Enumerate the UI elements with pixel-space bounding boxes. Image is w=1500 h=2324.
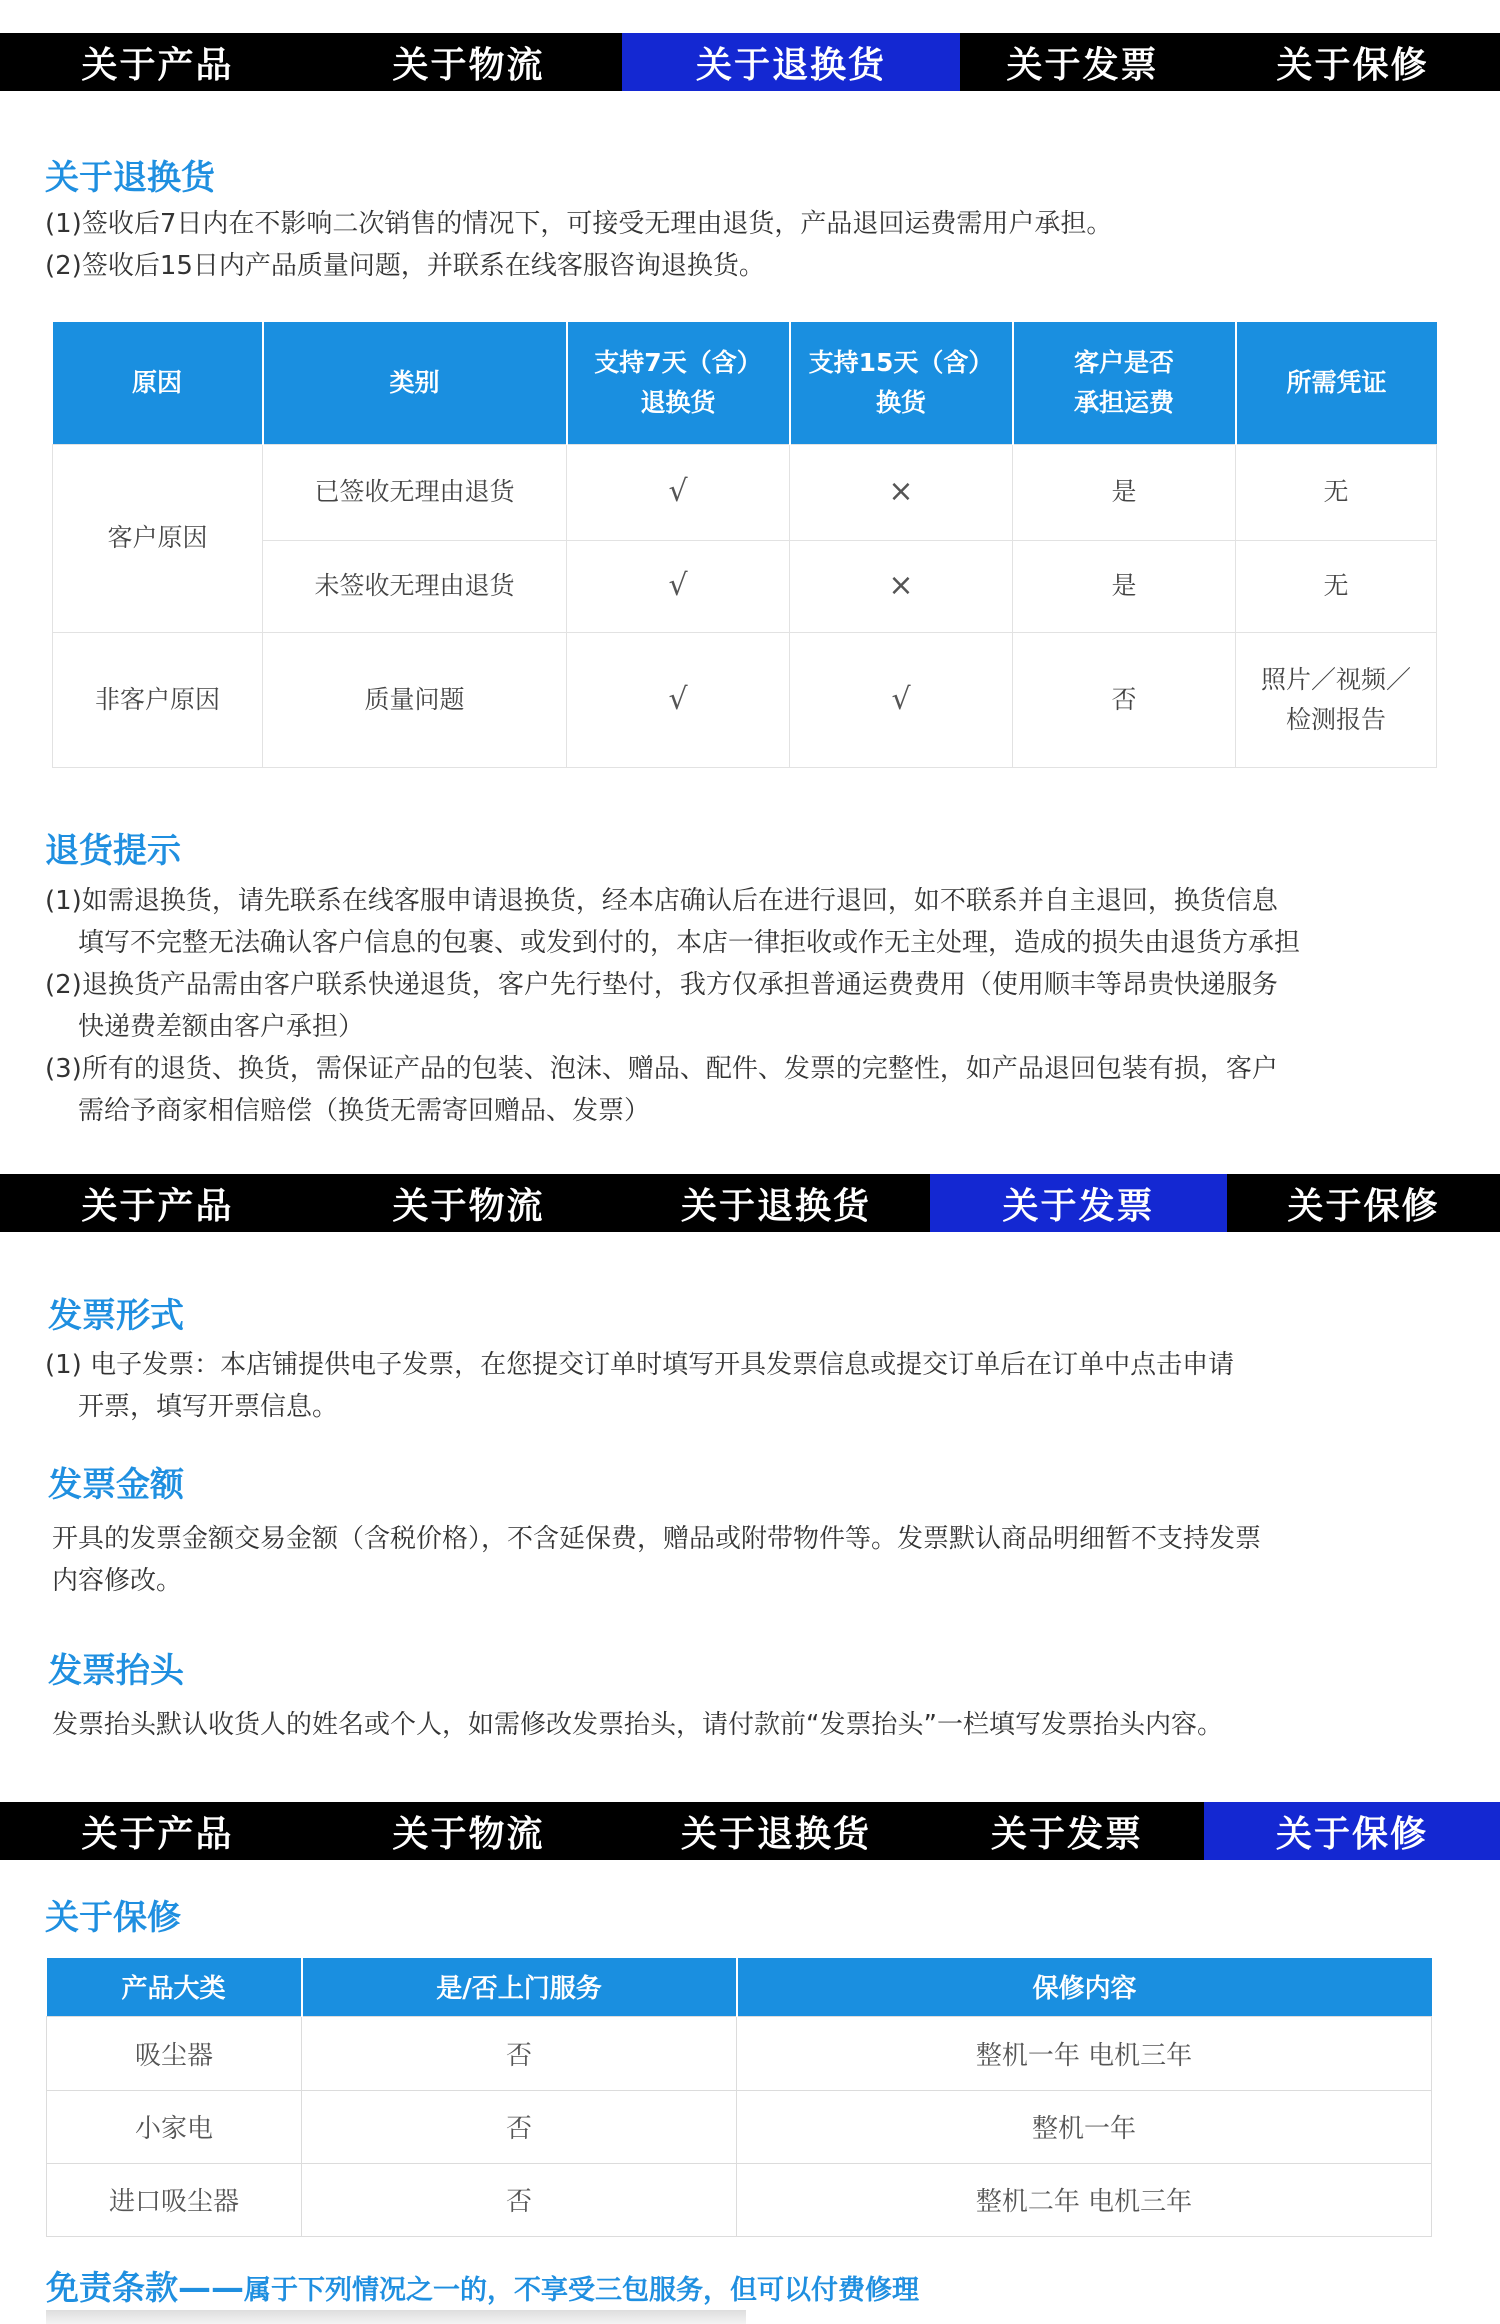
cell-warranty: 整机一年 电机三年: [737, 2016, 1432, 2090]
tab-invoice[interactable]: 关于发票: [930, 1174, 1227, 1232]
header-warranty-content: 保修内容: [737, 1958, 1432, 2016]
cell-15day: ×: [790, 540, 1013, 632]
warranty-table-header: [47, 1958, 1432, 2016]
tab-logistics[interactable]: 关于物流: [392, 44, 545, 86]
tab-product[interactable]: 关于产品: [81, 1185, 234, 1227]
tab-product[interactable]: 关于产品: [81, 44, 234, 86]
cell-category: 已签收无理由退货: [263, 444, 567, 540]
header-product-category: 产品大类: [47, 1958, 302, 2016]
cell-warranty: 整机二年 电机三年: [737, 2163, 1432, 2236]
invoice-amount-text: [52, 1518, 1261, 1602]
returns-title: 关于退换货: [45, 158, 215, 198]
cell-proof: 无: [1236, 444, 1437, 540]
group-non-customer-reason: 非客户原因: [53, 632, 263, 767]
cell-product: 小家电: [47, 2090, 302, 2163]
invoice-header-line: 发票抬头默认收货人的姓名或个人，如需修改发票抬头，请付款前“发票抬头”一栏填写发票抬头内容。: [52, 1710, 1223, 1740]
tab-warranty[interactable]: 关于保修: [1276, 44, 1429, 86]
header-category: 类别: [263, 322, 567, 444]
cell-onsite: 否: [302, 2016, 737, 2090]
cell-15day: √: [790, 632, 1013, 767]
cell-7day: √: [567, 540, 790, 632]
invoice-form-line: 开票，填写开票信息。: [78, 1392, 339, 1422]
tab-invoice[interactable]: 关于发票: [1006, 44, 1159, 86]
tip-line: (1)如需退换货，请先联系在线客服申请退换货，经本店确认后在进行退回，如不联系并自主退回，换货信息: [45, 886, 1278, 916]
returns-line: (2)签收后15日内产品质量问题，并联系在线客服咨询退换货。: [45, 251, 765, 281]
header-reason: 原因: [53, 322, 263, 444]
nav-bar-returns: [0, 33, 1500, 91]
group-customer-reason: 客户原因: [53, 444, 263, 632]
table-row: [53, 632, 1437, 767]
return-tips-title: 退货提示: [45, 831, 181, 871]
cell-15day: ×: [790, 444, 1013, 540]
disclaimer-dash: ——: [178, 2268, 244, 2307]
header-proof: 所需凭证: [1236, 322, 1437, 444]
warranty-table: [46, 1958, 1432, 2237]
header-onsite-service: 是/否上门服务: [302, 1958, 737, 2016]
disclaimer-title: 免责条款: [46, 2268, 178, 2307]
cell-product: 吸尘器: [47, 2016, 302, 2090]
tip-line: 快递费差额由客户承担）: [78, 1012, 365, 1042]
cell-7day: √: [567, 632, 790, 767]
cell-onsite: 否: [302, 2163, 737, 2236]
invoice-form-text: [45, 1344, 1234, 1428]
cell-proof: 无: [1236, 540, 1437, 632]
cell-freight: 是: [1013, 444, 1236, 540]
invoice-form-title: 发票形式: [48, 1296, 184, 1336]
returns-table-header: [53, 322, 1437, 444]
tab-product[interactable]: 关于产品: [81, 1813, 234, 1855]
return-tips-text: [45, 880, 1300, 1132]
tab-returns[interactable]: 关于退换货: [680, 1813, 871, 1855]
nav-bar-invoice: [0, 1174, 1500, 1232]
cell-freight: 否: [1013, 632, 1236, 767]
tab-returns[interactable]: 关于退换货: [680, 1185, 871, 1227]
returns-policy-text: [45, 203, 1112, 287]
table-row: [53, 444, 1437, 540]
disclaimer-heading: [46, 2262, 919, 2309]
invoice-amount-line: 开具的发票金额交易金额（含税价格），不含延保费，赠品或附带物件等。发票默认商品明细暂不支持发票: [52, 1524, 1262, 1554]
disclaimer-subtitle: 属于下列情况之一的，不享受三包服务，但可以付费修理: [244, 2275, 919, 2306]
header-7day: 支持7天（含） 退换货: [567, 322, 790, 444]
tip-line: 需给予商家相信赔偿（换货无需寄回赠品、发票）: [78, 1096, 651, 1126]
invoice-form-line: (1) 电子发票：本店铺提供电子发票，在您提交订单时填写开具发票信息或提交订单后在订单中点击申请: [45, 1350, 1235, 1380]
nav-bar-warranty: [0, 1802, 1500, 1860]
invoice-header-title: 发票抬头: [48, 1651, 184, 1691]
cell-proof: 照片／视频／ 检测报告: [1236, 632, 1437, 767]
header-freight: 客户是否 承担运费: [1013, 322, 1236, 444]
tab-warranty[interactable]: 关于保修: [1287, 1185, 1440, 1227]
invoice-amount-line: 内容修改。: [52, 1566, 183, 1596]
returns-table: [52, 322, 1437, 768]
tab-logistics[interactable]: 关于物流: [392, 1813, 545, 1855]
tip-line: (3)所有的退货、换货，需保证产品的包装、泡沫、赠品、配件、发票的完整性，如产品退回包装有损，客户: [45, 1054, 1278, 1084]
tip-line: 填写不完整无法确认客户信息的包裹、或发到付的，本店一律拒收或作无主处理，造成的损失由退货方承担: [78, 928, 1301, 958]
tip-line: (2)退换货产品需由客户联系快递退货，客户先行垫付，我方仅承担普通运费费用（使用顺丰等昂贵快递服务: [45, 970, 1278, 1000]
table-row: [47, 2090, 1432, 2163]
cell-warranty: 整机一年: [737, 2090, 1432, 2163]
invoice-amount-title: 发票金额: [48, 1465, 184, 1505]
table-row: [47, 2016, 1432, 2090]
header-15day: 支持15天（含） 换货: [790, 322, 1013, 444]
cell-onsite: 否: [302, 2090, 737, 2163]
cell-7day: √: [567, 444, 790, 540]
invoice-header-text: [52, 1704, 1223, 1746]
tab-invoice[interactable]: 关于发票: [990, 1813, 1143, 1855]
tab-returns[interactable]: 关于退换货: [622, 33, 960, 91]
cell-category: 未签收无理由退货: [263, 540, 567, 632]
tab-logistics[interactable]: 关于物流: [392, 1185, 545, 1227]
tab-warranty[interactable]: 关于保修: [1204, 1802, 1500, 1860]
table-row: [47, 2163, 1432, 2236]
returns-line: (1)签收后7日内在不影响二次销售的情况下，可接受无理由退货，产品退回运费需用户承担。: [45, 209, 1113, 239]
cell-product: 进口吸尘器: [47, 2163, 302, 2236]
warranty-title: 关于保修: [45, 1898, 181, 1938]
cell-freight: 是: [1013, 540, 1236, 632]
cell-category: 质量问题: [263, 632, 567, 767]
